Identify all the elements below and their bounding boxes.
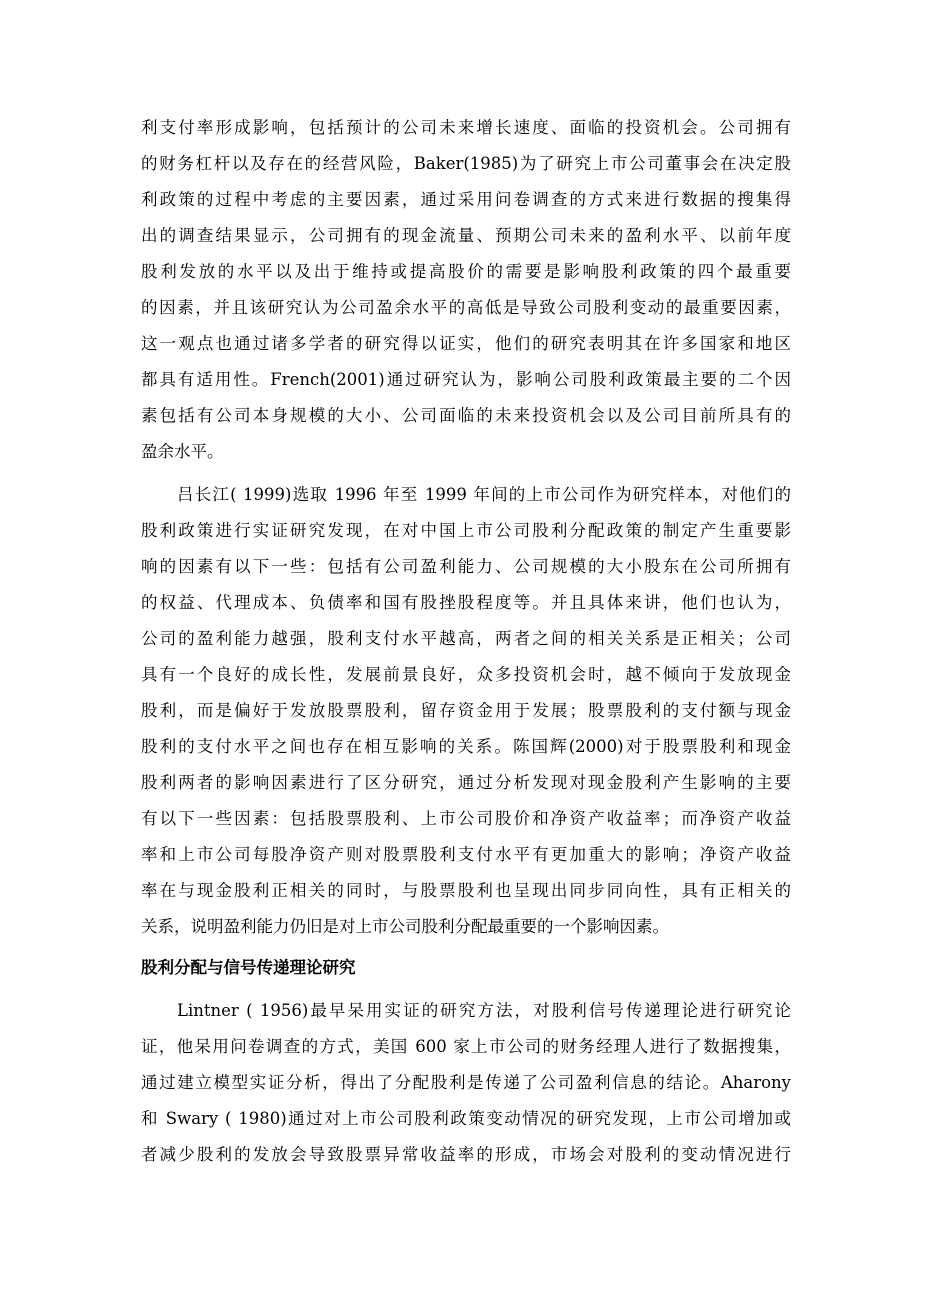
paragraph-1-line: 这一观点也通过诸多学者的研究得以证实，他们的研究表明其在许多国家和地区 — [141, 334, 791, 353]
paragraph-3-line: Lintner ( 1956)最早呆用实证的研究方法，对股利信号传递理论进行研究论 — [177, 1001, 791, 1020]
paragraph-2-line: 有以下一些因素：包括股票股利、上市公司股价和净资产收益率；而净资产收益 — [141, 809, 791, 828]
paragraph-1-line: 都具有适用性。French(2001)通过研究认为，影响公司股利政策最主要的二个因 — [141, 370, 791, 389]
paragraph-2-line: 股利政策进行实证研究发现，在对中国上市公司股利分配政策的制定产生重要影 — [141, 521, 791, 540]
paragraph-2-line: 具有一个良好的成长性，发展前景良好，众多投资机会时，越不倾向于发放现金 — [141, 665, 791, 684]
paragraph-2-line: 率在与现金股利正相关的同时，与股票股利也呈现出同步同向性，具有正相关的 — [141, 881, 791, 900]
paragraph-3-line: 者减少股利的发放会导致股票异常收益率的形成，市场会对股利的变动情况进行 — [141, 1145, 791, 1164]
paragraph-1-line: 素包括有公司本身规模的大小、公司面临的未来投资机会以及公司目前所具有的 — [141, 406, 791, 425]
paragraph-1-line: 利支付率形成影响，包括预计的公司未来增长速度、面临的投资机会。公司拥有 — [141, 118, 791, 137]
paragraph-2-line: 吕长江( 1999)选取 1996 年至 1999 年间的上市公司作为研究样本，对他们的 — [177, 485, 791, 504]
paragraph-2-line: 股利，而是偏好于发放股票股利，留存资金用于发展；股票股利的支付额与现金 — [141, 701, 791, 720]
paragraph-1-line: 出的调查结果显示，公司拥有的现金流量、预期公司未来的盈利水平、以前年度 — [141, 226, 791, 245]
paragraph-2-line: 关系，说明盈利能力仍旧是对上市公司股利分配最重要的一个影响因素。 — [141, 917, 669, 936]
paragraph-2-line: 率和上市公司每股净资产则对股票股利支付水平有更加重大的影响；净资产收益 — [141, 845, 791, 864]
paragraph-1-line: 股利发放的水平以及出于维持或提高股价的需要是影响股利政策的四个最重要 — [141, 262, 791, 281]
paragraph-1-line: 的因素，并且该研究认为公司盈余水平的高低是导致公司股利变动的最重要因素， — [141, 298, 791, 317]
paragraph-2-line: 公司的盈利能力越强，股利支付水平越高，两者之间的相关关系是正相关；公司 — [141, 629, 791, 648]
paragraph-3-line: 证，他呆用问卷调查的方式，美国 600 家上市公司的财务经理人进行了数据搜集， — [141, 1037, 791, 1056]
section-heading: 股利分配与信号传递理论研究 — [141, 958, 356, 977]
paragraph-3-line: 通过建立模型实证分析，得出了分配股利是传递了公司盈利信息的结论。Aharony — [141, 1073, 791, 1092]
paragraph-2-line: 股利的支付水平之间也存在相互影响的关系。陈国辉(2000)对于股票股利和现金 — [141, 737, 791, 756]
paragraph-2-line: 股利两者的影响因素进行了区分研究，通过分析发现对现金股利产生影响的主要 — [141, 773, 791, 792]
paragraph-3-line: 和 Swary ( 1980)通过对上市公司股利政策变动情况的研究发现，上市公司增加或 — [141, 1109, 791, 1128]
paragraph-2-line: 响的因素有以下一些：包括有公司盈利能力、公司规模的大小股东在公司所拥有 — [141, 557, 791, 576]
paragraph-1-line: 利政策的过程中考虑的主要因素，通过采用问卷调查的方式来进行数据的搜集得 — [141, 190, 791, 209]
paragraph-1-line: 的财务杠杆以及存在的经营风险，Baker(1985)为了研究上市公司董事会在决定股 — [141, 154, 791, 173]
paragraph-1-line: 盈余水平。 — [141, 442, 224, 461]
paragraph-2-line: 的权益、代理成本、负债率和国有股挫股程度等。并且具体来讲，他们也认为， — [141, 593, 791, 612]
